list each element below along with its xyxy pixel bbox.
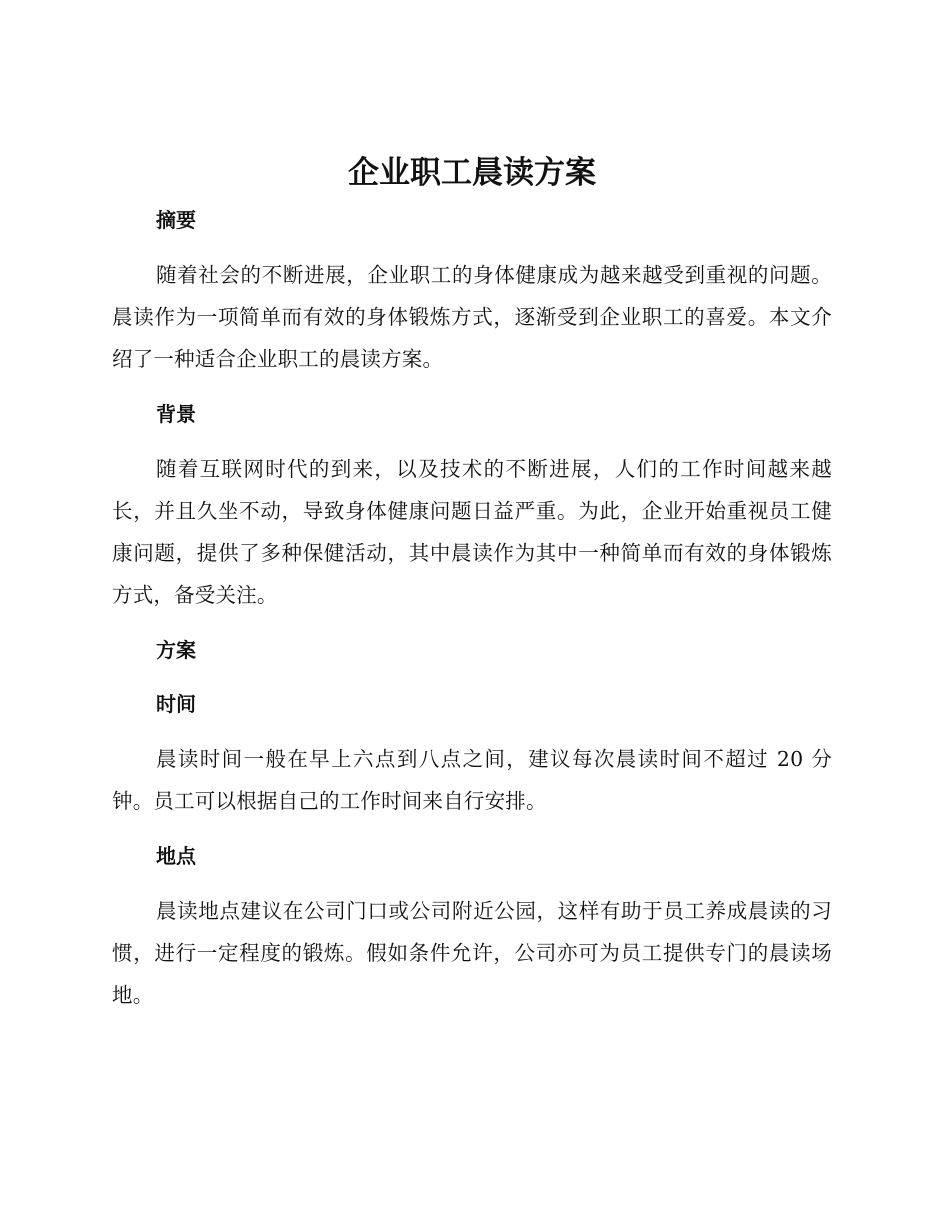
section-heading-abstract: 摘要: [156, 208, 196, 232]
section-body-background: 随着互联网时代的到来，以及技术的不断进展，人们的工作时间越来越长，并且久坐不动，导致身体健康问题日益严重。为此，企业开始重视员工健康问题，提供了多种保健活动，其中晨读作为其中一种简单而有效的身体锻炼方式，备受关注。: [112, 457, 832, 607]
section-body-location: 晨读地点建议在公司门口或公司附近公园，这样有助于员工养成晨读的习惯，进行一定程度的锻炼。假如条件允许，公司亦可为员工提供专门的晨读场地。: [112, 899, 832, 1007]
section-heading-location: 地点: [156, 844, 196, 868]
section-heading-time: 时间: [156, 692, 196, 716]
section-body-abstract: 随着社会的不断进展，企业职工的身体健康成为越来越受到重视的问题。晨读作为一项简单而有效的身体锻炼方式，逐渐受到企业职工的喜爱。本文介绍了一种适合企业职工的晨读方案。: [112, 263, 832, 371]
section-heading-plan: 方案: [156, 638, 196, 662]
section-body-time: 晨读时间一般在早上六点到八点之间，建议每次晨读时间不超过 20 分钟。员工可以根据自己的工作时间来自行安排。: [112, 747, 832, 813]
document-title: 企业职工晨读方案: [348, 155, 596, 191]
document-page: [112, 148, 832, 1016]
section-heading-background: 背景: [156, 402, 196, 426]
